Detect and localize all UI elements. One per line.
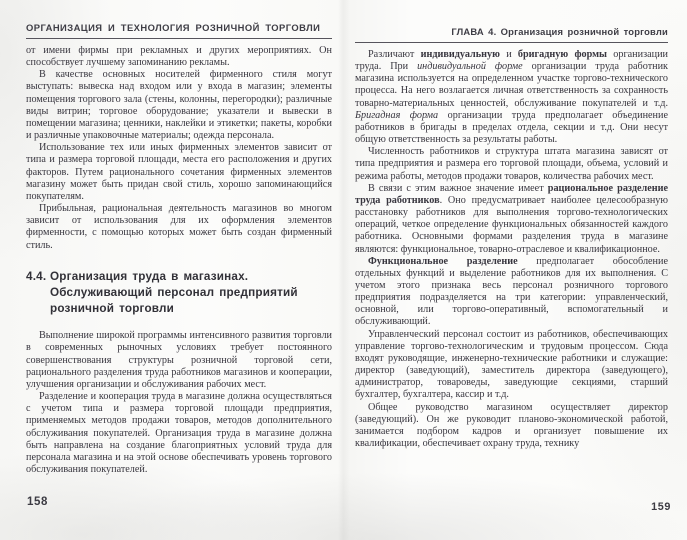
left-text-column-bottom [26,330,332,476]
section-heading-line: розничной торговли [50,302,175,316]
text-segment-normal: предполагает обособление отдельных функций и выделение работников для их выполнения. С учетом этого признака весь персонал розничного торгового предприятия подразделяется на три категории: управленческий, основной, или торгово-оперативный, вспомогательный и обслуживающий. [355,255,668,328]
text-segment-normal: Общее руководство магазином осуществляет директор (заведующий). Он же руководит планово-экономической работой, занимается подбором кадров и организует повышение их квалификации, обеспечивает охрану труда, технику [355,401,668,449]
text-segment-italic: индивидуальной форме [417,61,523,73]
paragraph [355,256,668,329]
text-segment-normal: организации труда. При [355,49,668,73]
paragraph [355,402,668,451]
text-segment-normal: В связи с этим важное значение имеет [368,182,548,194]
paragraph [26,45,332,69]
text-segment-normal: организации труда предполагает объединение работников в бригады в пределах отдела, секции и т.д. Они несут общую ответственность за результаты работы. [355,109,668,146]
text-segment-normal: Управленческий персонал состоит из работников, обеспечивающих управление торгово-технологическим и трудовым процессом. Сюда входят руководящие, инженерно-технические работники и служащие: директор (заведующий), заместитель директора (заведующего), администратор, товароведы, заведующие секциями, старший бухгалтер, бухгалтера, кассир и т.д. [355,328,668,401]
paragraph [355,183,668,256]
paragraph [355,329,668,402]
section-heading-number: 4.4. [26,269,47,283]
section-heading-line: Организация труда в магазинах. [50,269,249,283]
right-page [355,26,668,450]
text-segment-normal: и [499,49,518,60]
paragraph [26,203,332,252]
text-segment-normal: от имени фирмы при рекламных и других мероприятиях. Он способствует лучшему запоминанию рекламы. [26,45,332,69]
text-segment-normal: Численность работников и структура штата магазина зависят от типа предприятия и размера его торговой площади, объема, условий и режима работы, методов продажи товаров, количества рабочих мест. [355,146,668,182]
text-segment-normal: Разделение и кооперация труда в магазине должна осуществляться с учетом типа и размера торговой площади предприятия, применяемых методов продажи товаров, методов дополнительного обслуживания покупателей. Организация труда в магазине должна быть направлена на создание благоприятных условий труда для персонала магазина и на этой основе обеспечивать уровень торгового обслуживания покупателей. [26,391,332,475]
paragraph [26,391,332,476]
section-heading-lines [50,269,332,318]
paragraph [26,69,332,142]
text-segment-bold: индивидуальную [420,49,500,60]
text-segment-normal: В качестве основных носителей фирменного стиля могут выступать: вывеска над входом или у входа в магазин; элементы помещения торгового зала (стены, колонны, перегородки); различные виды витрин; торговое оборудование; указатели и вывески в помещении магазина; ценники, наклейки и этикетки; пакеты, коробки и различные упаковочные материалы; одежда персонала. [26,69,332,142]
section-heading-line: Обслуживающий персонал предприятий [50,285,298,299]
text-segment-normal: Использование тех или иных фирменных элементов зависит от типа и размера торговой площади, места его расположения и других факторов. Путем рационального сочетания фирменных элементов магазину может быть придан свой стиль, хорошо запоминающийся покупателям. [26,142,332,202]
text-segment-normal: Выполнение широкой программы интенсивного развития торговли в современных рыночных условиях требует постоянного совершенствования структуры розничной торговой сети, рационального разделения труда работников магазинов и кооперации, улучшения организации и обслуживания рабочих мест. [26,330,332,390]
paragraph [26,142,332,203]
text-segment-normal: организации труда работник магазина используется на определенном участке торгово-технического процесса. На него возлагается личная ответственность за сохранность товарно-материальных ценностей, обслуживание покупателей и т.д. [355,61,668,109]
left-page-number: 158 [27,496,48,508]
text-segment-italic: Бригадная форма [355,109,439,121]
text-segment-normal: Прибыльная, рациональная деятельность магазинов во многом зависит от использования для их оформления элементов фирменности, с помощью которых может быть создан фирменный стиль. [26,203,332,251]
paragraph [26,330,332,391]
text-segment-normal: . Оно предусматривает наиболее целесообразную расстановку работников для выполнения торгово-технологических операций, четкое определение функциональных обязанностей каждого работника. Основными формами разделения труда в магазине являются: функциональное, товарно-отраслевое и квалификационное. [355,194,669,255]
paragraph [355,146,668,182]
right-running-header [355,26,668,43]
right-page-number: 159 [651,501,671,513]
text-segment-bold: Функциональное разделение [368,255,518,267]
paragraph [355,49,668,146]
text-segment-normal: Различают [368,49,421,60]
section-heading [26,269,332,318]
text-segment-bold: рациональное разделение труда работников [355,182,669,206]
right-running-header-title: ГЛАВА 4. Организация розничной торговли [451,26,668,37]
left-page [26,22,332,476]
right-text-column [355,49,668,450]
left-text-column-top [26,45,332,252]
page-gutter-shadow [338,0,350,540]
text-segment-bold: бригадную формы [517,49,608,60]
left-running-header [26,22,332,39]
left-running-header-title: ОРГАНИЗАЦИЯ И ТЕХНОЛОГИЯ РОЗНИЧНОЙ ТОРГОВЛИ [26,22,321,33]
